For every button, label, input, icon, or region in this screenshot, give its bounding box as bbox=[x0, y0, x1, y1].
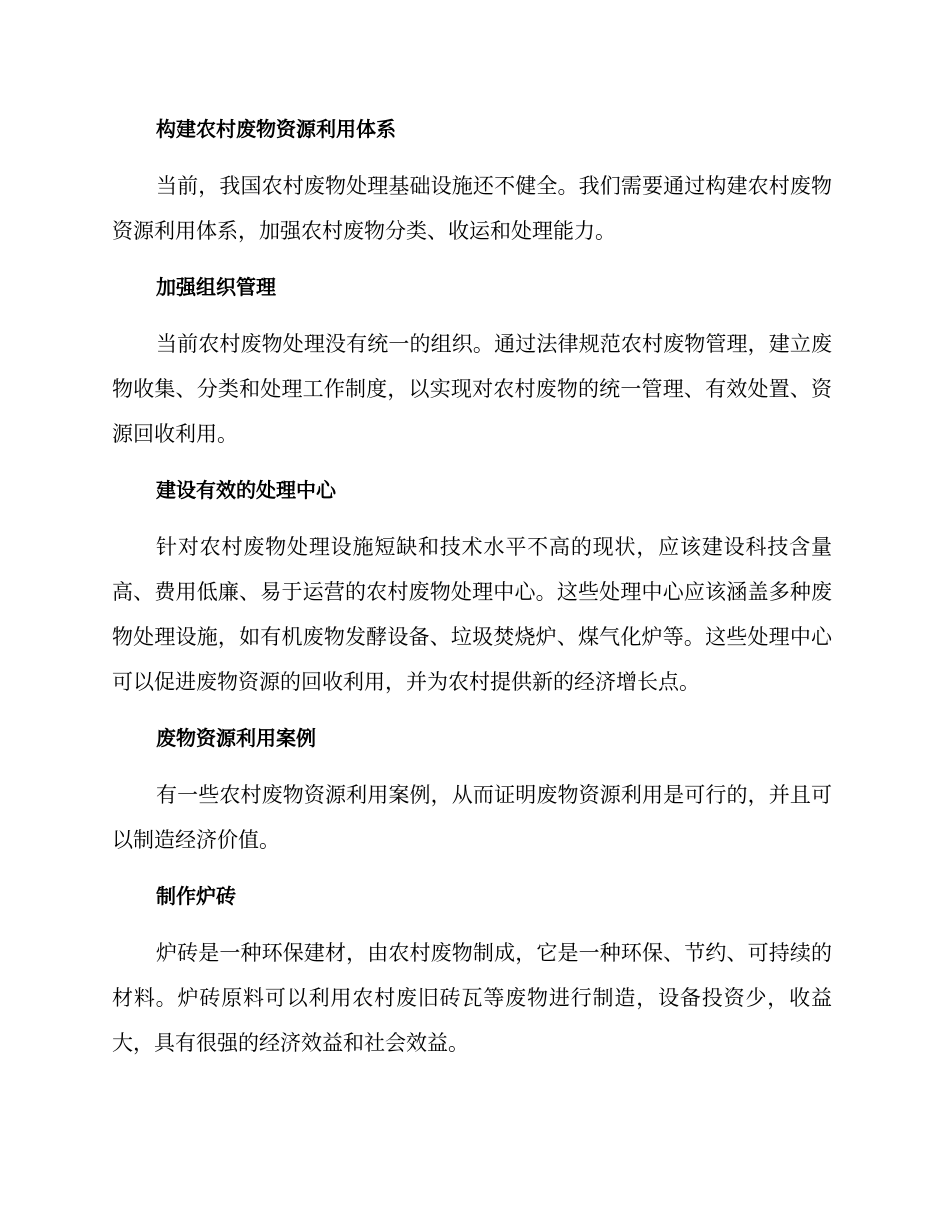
section-heading: 制作炉砖 bbox=[156, 884, 236, 908]
section-paragraph: 针对农村废物处理设施短缺和技术水平不高的现状，应该建设科技含量高、费用低廉、易于运营的农村废物处理中心。这些处理中心应该涵盖多种废物处理设施，如有机废物发酵设备、垃圾焚烧炉、煤气化炉等。这些处理中心可以促进废物资源的回收利用，并为农村提供新的经济增长点。 bbox=[112, 535, 832, 694]
section-paragraph: 炉砖是一种环保建材，由农村废物制成，它是一种环保、节约、可持续的材料。炉砖原料可以利用农村废旧砖瓦等废物进行制造，设备投资少，收益大，具有很强的经济效益和社会效益。 bbox=[112, 941, 832, 1055]
section-resource-system bbox=[112, 108, 832, 254]
section-processing-center bbox=[112, 469, 832, 705]
section-organization-management bbox=[112, 266, 832, 457]
section-heading: 建设有效的处理中心 bbox=[156, 478, 336, 502]
section-utilization-cases bbox=[112, 717, 832, 863]
section-heading: 构建农村废物资源利用体系 bbox=[156, 117, 396, 141]
document-page bbox=[112, 108, 832, 1078]
section-paragraph: 当前农村废物处理没有统一的组织。通过法律规范农村废物管理，建立废物收集、分类和处理工作制度，以实现对农村废物的统一管理、有效处置、资源回收利用。 bbox=[112, 332, 832, 446]
section-paragraph: 有一些农村废物资源利用案例，从而证明废物资源利用是可行的，并且可以制造经济价值。 bbox=[112, 783, 832, 852]
section-heading: 加强组织管理 bbox=[156, 275, 276, 299]
section-paragraph: 当前，我国农村废物处理基础设施还不健全。我们需要通过构建农村废物资源利用体系，加强农村废物分类、收运和处理能力。 bbox=[112, 174, 832, 243]
section-furnace-bricks bbox=[112, 875, 832, 1066]
section-heading: 废物资源利用案例 bbox=[156, 726, 316, 750]
